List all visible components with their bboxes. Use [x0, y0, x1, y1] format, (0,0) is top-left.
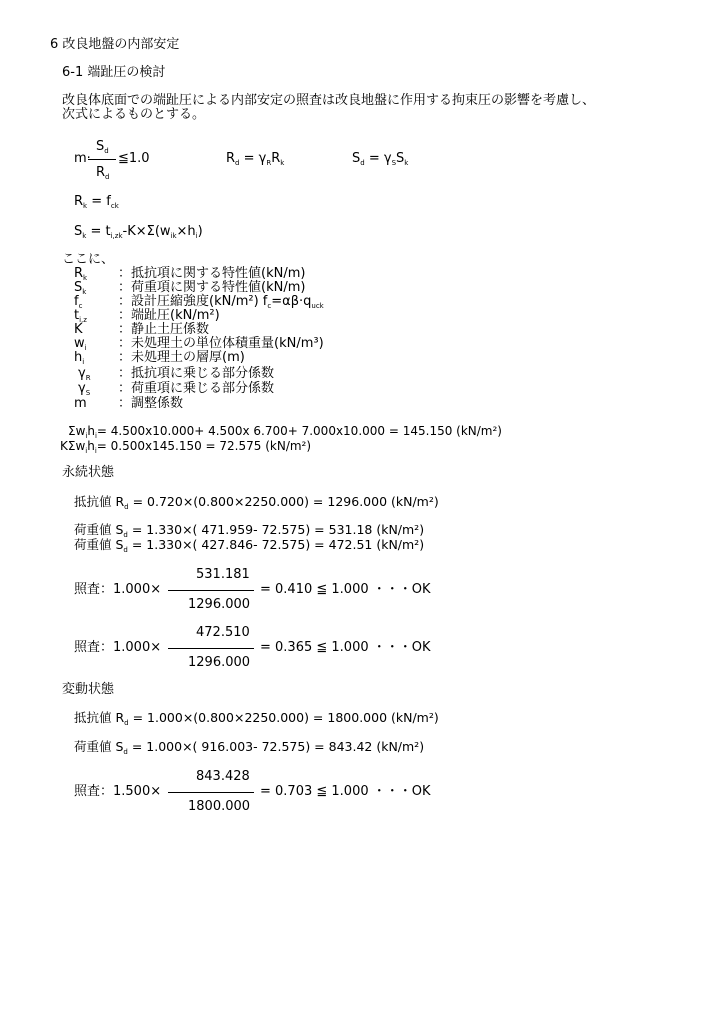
- def-item: $t_{i,z}$: [74, 308, 87, 324]
- def-item: $S_k$: [74, 280, 87, 296]
- permanent-load-1: 荷重値 $S_d = 1.330\times$( 471.959- 72.575) = 531.18 (kN/m²): [74, 522, 425, 539]
- def-text: ：荷重項に関する特性値(kN/m): [118, 280, 306, 295]
- def-text: ：抵抗項に関する特性値(kN/m): [118, 266, 306, 281]
- formula1-denominator: $R_d$: [96, 165, 110, 181]
- check1-numerator: 531.181: [196, 567, 250, 582]
- formula1-rd: $R_d = \gamma_RR_k$: [226, 151, 285, 167]
- def-text: ：荷重項に乗じる部分係数: [118, 381, 275, 396]
- def-item: $\gamma_S$: [78, 381, 91, 397]
- def-item: $\gamma_R$: [78, 366, 91, 382]
- intro-line-1: 改良体底面での端趾圧による内部安定の照査は改良地盤に作用する拘束圧の影響を考慮し、: [62, 93, 596, 108]
- intro-line-2: 次式によるものとする。: [62, 107, 206, 122]
- check3-label: 照査：1.500×: [74, 784, 162, 799]
- def-item: $f_c$: [74, 294, 83, 310]
- formula1-suffix: ≦1.0: [118, 151, 150, 166]
- formula2: $R_k = f_{ck}$: [74, 194, 119, 210]
- def-item: m: [74, 396, 87, 411]
- variable-heading: 変動状態: [62, 682, 115, 697]
- permanent-resist: 抵抗値 $R_d = 0.720\times(0.800\times 2250.000) = 1296.000$ (kN/m²): [74, 494, 439, 511]
- check1-result: = 0.410 ≦ 1.000 ・・・OK: [260, 582, 431, 597]
- def-item: $h_i$: [74, 350, 85, 366]
- variable-load: 荷重値 $S_d = 1.000\times$( 916.003- 72.575) = 843.42 (kN/m²): [74, 739, 425, 756]
- check2-label: 照査：1.000×: [74, 640, 162, 655]
- check1-denominator: 1296.000: [188, 597, 251, 612]
- def-item: K: [74, 322, 83, 337]
- sum-line-2: $K\Sigma w_ih_i= 0.500x145.150 = 72.575$ (kN/m²): [60, 439, 312, 455]
- def-item: $w_i$: [74, 336, 87, 352]
- def-text: ：未処理土の単位体積重量(kN/m³): [118, 336, 324, 351]
- check3-denominator: 1800.000: [188, 799, 251, 814]
- permanent-load-2: 荷重値 $S_d = 1.330\times$( 427.846- 72.575) = 472.51 (kN/m²): [74, 537, 425, 554]
- formula1-fraction-line: [88, 159, 116, 160]
- def-text: ：設計圧縮強度(kN/m²) $f_c=\alpha\beta\cdot q_{uck}$: [118, 294, 324, 310]
- check3-numerator: 843.428: [196, 769, 250, 784]
- check3-result: = 0.703 ≦ 1.000 ・・・OK: [260, 784, 431, 799]
- defs-heading: ここに、: [62, 252, 115, 267]
- def-text: ：静止土圧係数: [118, 322, 210, 337]
- sum-line-1: $\Sigma w_ih_i= 4.500x10.000+ 4.500x$ 6.700+ 7.000x10.000 = 145.150 (kN/m²): [68, 424, 502, 440]
- def-text: ：端趾圧(kN/m²): [118, 308, 220, 323]
- section-title: 6 改良地盤の内部安定: [50, 37, 180, 52]
- formula1-prefix: m·: [74, 151, 91, 166]
- variable-resist: 抵抗値 $R_d = 1.000\times(0.800\times 2250.000) = 1800.000$ (kN/m²): [74, 710, 439, 727]
- formula1-numerator: $S_d$: [96, 139, 109, 155]
- permanent-heading: 永続状態: [62, 465, 115, 480]
- formula1-sd: $S_d = \gamma_SS_k$: [352, 151, 409, 167]
- check1-fraction-line: [168, 590, 254, 591]
- check1-label: 照査：1.000×: [74, 582, 162, 597]
- check2-fraction-line: [168, 648, 254, 649]
- check2-denominator: 1296.000: [188, 655, 251, 670]
- formula3: $S_k = t_{i,zk}-K\times\Sigma(w_{ik}\times h_i)$: [74, 224, 203, 240]
- def-item: $R_k$: [74, 266, 88, 282]
- check3-fraction-line: [168, 792, 254, 793]
- check2-numerator: 472.510: [196, 625, 250, 640]
- def-text: ：抵抗項に乗じる部分係数: [118, 366, 275, 381]
- check2-result: = 0.365 ≦ 1.000 ・・・OK: [260, 640, 431, 655]
- def-text: ：未処理土の層厚(m): [118, 350, 245, 365]
- subsection-title: 6-1 端趾圧の検討: [62, 65, 166, 80]
- def-text: ：調整係数: [118, 396, 184, 411]
